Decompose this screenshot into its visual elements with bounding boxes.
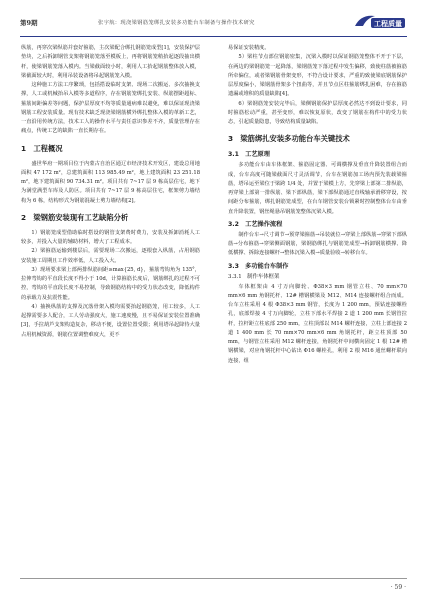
paragraph: 5）梁柱节点部位钢筋密集，沉梁入模时以保证钢筋笼整体不开于下层，在两边的梁钢筋笼一起降落，梁钢筋笼下落过程中发生偏移，致使柱筋被箍筋所牵偏位，或者梁钢筋骨架变形，不符合设计要求，严重的致使梁底钢筋保护层厚度偏小，梁钢筋骨架多个扭曲等，并且节点区柱箍筋绑扎困难，存在箍筋遗漏或堆积的质量缺陷[4]。 [228,54,407,98]
issue-number: 第9期 [20,19,38,27]
paragraph: 2）梁箍筋运输到楼层后，需要现场二次搬运，逐根套入纵筋，占用钢筋安装施工周期且工作效率低，人工投入大。 [21,248,200,264]
paragraph: 1）钢筋笼成型借助临时搭设的钢管支架费时费力，安装及拆卸消耗人工较多，并投入大量的辅助材料，增大了工程成本。 [21,229,200,245]
journal-logo [353,12,407,32]
page-number: · 59 · [390,584,406,591]
section-heading: 2 梁钢筋安装现有工艺缺陷分析 [21,212,129,222]
right-column [228,44,407,366]
subsection-heading: 3.1 工艺原理 [228,151,270,159]
logo-text: 工程质量 [374,20,402,28]
page-header [20,12,407,34]
subsubsection-heading: 3.3.1 制作车体框架 [228,273,280,280]
paragraph: 多功能台车由车体框架、箍筋固定器、可调横撑及垂直升降装置组合而成，台车高度可随梁截面尺寸灵活调节，台车在钢筋加工场内预先装载梁箍筋，塔吊运至梁位于梁跨 1/4 处，并置于梁模上方，先穿梁上部第二排纵筋，再穿梁上部第一排纵筋、梁下部纵筋，梁下部纵筋通过直线轴承滑移穿设，按间距分布箍筋，绑扎钢筋笼成型，在台车钢管安装台锁紧时控制整体台车由垂直升降装置，钢丝绳悬吊钢筋笼整体沉梁入模。 [228,162,407,215]
paragraph: 盛世华府一期项目位于内蒙古自治区通辽市经济技术开发区，建设总用地面积 47 172 m²，总建筑面积 113 985.49 m²，地上建筑面积 23 251.18 m²，地下建筑面积 90 734.31 m²。项目共有 7~17 层 9 栋高层住宅，地下为满堂满型车库及人防区。项目共有 7~17 层 9 栋高层住宅，框架剪力墙结构为 6 栋，结构形式为钢筋混凝土剪力墙结构[2]。 [21,160,200,204]
paragraph: 6）梁钢筋笼安装完毕后，梁侧钢筋保护层厚度必然达不到设计要求，同时箍筋松动严重，甚至变形，难以恢复原状，改变了钢筋在构件中的受力状态，引起质量隐患，导致结构质量缺陷。 [228,100,407,125]
header-rule [20,36,407,37]
section-heading: 1 工程概况 [21,143,63,153]
paragraph: 制作台车→尺寸调节→预穿梁箍筋→吊装就位→穿梁上部纵筋→穿梁下部纵筋→分布箍筋→穿梁侧面钢筋，梁钢筋绑扎与钢筋笼成型→拆卸钢筋横撑、降低横撑、拆除连接螺杆→整体沉梁入模→质量验收→转移台车。 [228,231,407,257]
paragraph: 纵筋，再穿次梁纵筋并套好箍筋，主次梁配合绑扎钢筋笼成型[1]，安装保护层垫块，之后拆卸钢管支架将钢筋笼落至模板上，再将钢筋笼稍抬起逐段抽出横杆，使梁钢筋笼落入模内。当梁截面较小时，利用人工抬起钢筋整体放入模，梁截面较大时，利用吊装设备将吊起钢筋笼入模。 [21,45,200,79]
paragraph: 3）现场要求梁上部两排纵筋间距≥max{25, d}，箍筋弯钩角为 135°，拉伸弯钩的平直段长度不得小于 10d，计算箍筋长度后，钢筋绑扎的过程不可控，弯钩的平直段长度不易控制，导致钢筋结构中的受力状态改变，降低构件的承载力及抗震性能。 [21,266,200,301]
left-column [21,44,200,340]
section-heading: 3 梁筋绑扎安装多功能台车关键技术 [228,134,350,144]
subsection-heading: 3.3 多功能台车制作 [228,262,289,270]
paragraph: 车体框架由 4 寸万向脚轮、Φ38×3 mm 钢管立柱、70 mm×70 mm×6 mm 角钢托杆、12# 槽钢横梁及 M12、M14 连接螺杆组合而成。台车立柱采用 4 根 Φ38×3 mm 钢管，长度为 1 200 mm，预钻连接螺栓孔，底部焊接 4 寸万向脚轮，立柱下部水平焊接 2 道 1 200 mm 长钢管拉杆，拉杆距立柱底部 250 mm，立柱顶部以 M14 螺杆连接，立柱上部连接 2 道 1 400 mm 长 70 mm×70 mm×6 mm 角钢托杆，距立柱顶部 50 mm，与钢管立柱采用 M12 螺杆连接，角钢托杆中间横向固定 1 根 12# 槽钢横梁，对应角钢托杆中心钻出 Φ16 螺栓孔，利用 2 根 M16 通丝螺杆联向连接，组 [228,283,407,364]
footer-rule [20,578,407,579]
paragraph: 这种施工方法工序繁琐，包括搭设临时支架、现场二次搬运、多次抽换支撑，人工或机械抬吊入模等多道程序，存在钢筋笼绑扎安装、纵筋摆距超标、箍筋间距偏差等问题，保护层厚度不均等质量通病难以避免，难以保证现浇梁钢筋工程安装质量。现有技术缺乏现浇梁钢筋横外绑扎整体入模的革新工艺，一直沿用传统方法，技术工人的操作水平与责任意识参差不齐，质量管理存在痛点，传统工艺的缺陷一直长期存在。 [21,82,200,135]
running-title: 张宇航：现浇梁钢筋笼绑扎安装多功能台车制备与操作技术研究 [98,20,255,26]
subsection-heading: 3.2 工艺操作流程 [228,220,283,228]
paragraph: 易保证安装精度。 [228,45,270,51]
paragraph: 4）抽换纵筋的支撑及沉落骨架入模均需要抬起钢筋笼，用工较多，人工起撑需要多人配合，工人劳动强度大，施工速度慢，且不易保证安装位置准确[3]，手拉葫芦支架构造复杂，移动不便，设置位置受限；利用塔吊起降待大量占用机械资源，钢筋位置调整难度大，更不 [21,303,200,338]
